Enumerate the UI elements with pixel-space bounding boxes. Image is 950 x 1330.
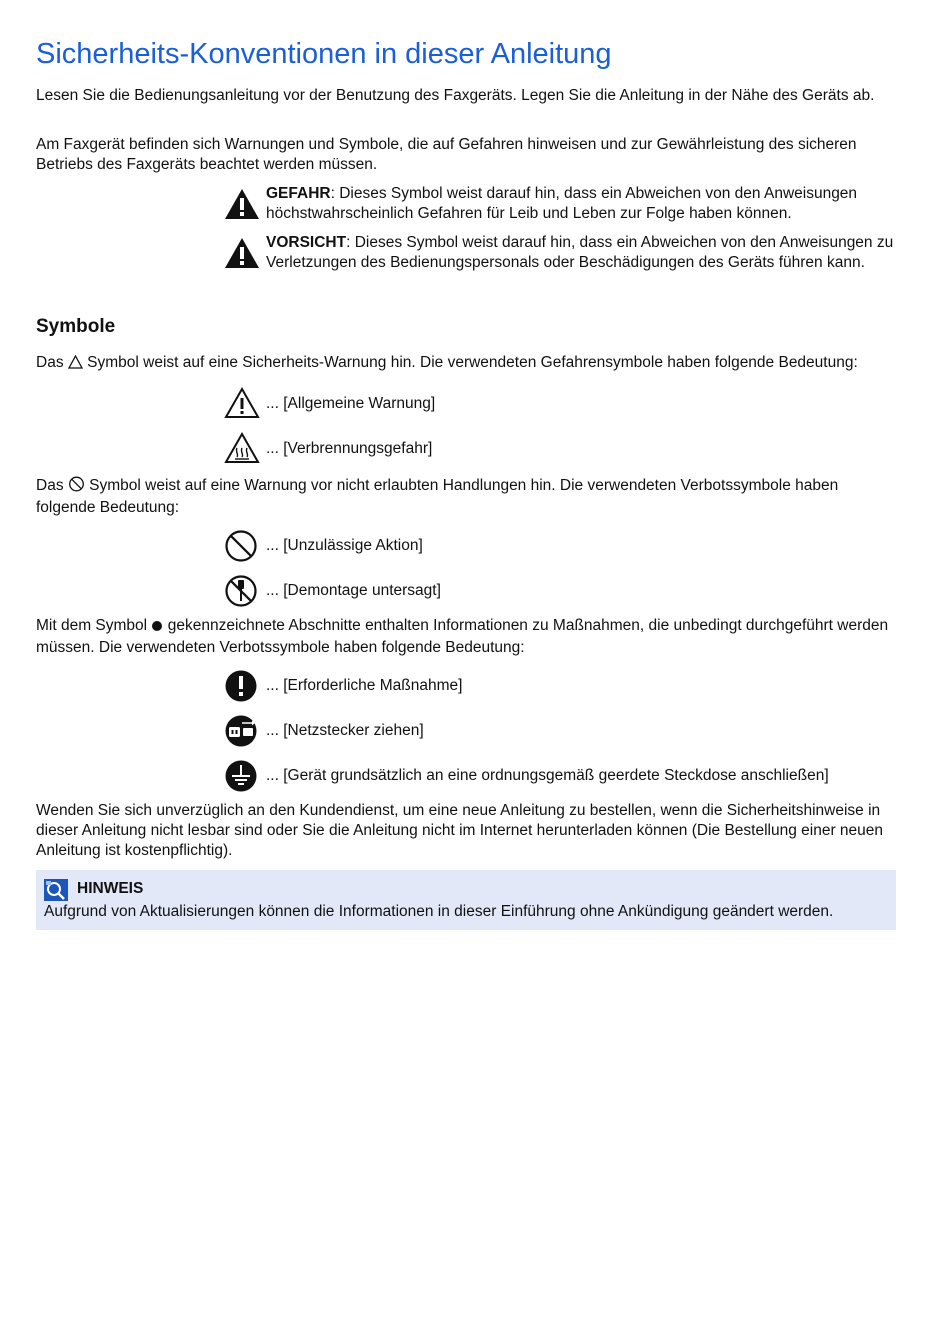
caution-text — [266, 233, 896, 273]
prohibited-action-label: ... [Unzulässige Aktion] — [266, 537, 423, 554]
prohibit-para-start: Das — [36, 477, 68, 494]
prohibited-action-icon — [224, 529, 258, 568]
intro-paragraph-2: Am Faxgerät befinden sich Warnungen und Symbole, die auf Gefahren hinweisen und zur Gewährleistung des sicheren Betriebs des Faxgeräts beachtet werden müssen. — [36, 136, 857, 173]
required-action-icon — [224, 669, 258, 708]
mandatory-para-start: Mit dem Symbol — [36, 617, 152, 634]
danger-text — [266, 184, 896, 224]
prohibition-outline-icon — [68, 476, 85, 498]
mandatory-para-end: gekennzeichnete Abschnitte enthalten Informationen zu Maßnahmen, die unbedingt durchgeführt werden müssen. Die verwendeten Verbotssymbole haben folgende Bedeutung: — [36, 617, 889, 656]
unplug-icon — [224, 714, 258, 753]
prohibition-symbol-paragraph — [36, 476, 896, 518]
note-text: Aufgrund von Aktualisierungen können die Informationen in dieser Einführung ohne Ankündigung geändert werden. — [44, 903, 834, 920]
prohibit-para-end: Symbol weist auf eine Warnung vor nicht erlaubten Handlungen hin. Die verwendeten Verbotssymbole haben folgende Bedeutung: — [36, 477, 839, 516]
caution-description: : Dieses Symbol weist darauf hin, dass ein Abweichen von den Anweisungen zu Verletzungen des Bedienungspersonals oder Beschädigungen des Geräts führen kann. — [266, 234, 894, 271]
triangle-outline-icon — [68, 355, 83, 375]
caution-icon — [224, 237, 260, 275]
danger-label: GEFAHR — [266, 185, 331, 202]
burn-hazard-label: ... [Verbrennungsgefahr] — [266, 440, 433, 457]
burn-hazard-icon — [224, 432, 260, 469]
ground-label: ... [Gerät grundsätzlich an eine ordnungsgemäß geerdete Steckdose anschließen] — [266, 767, 829, 784]
general-warning-icon — [224, 387, 260, 424]
danger-description: : Dieses Symbol weist darauf hin, dass ein Abweichen von den Anweisungen höchstwahrscheinlich Gefahren für Leib und Leben zur Folge haben können. — [266, 185, 858, 222]
triangle-para-end: Symbol weist auf eine Sicherheits-Warnung hin. Die verwendeten Gefahrensymbole haben folgende Bedeutung: — [82, 354, 858, 371]
symbols-heading: Symbole — [36, 316, 116, 337]
page-title: Sicherheits-Konventionen in dieser Anleitung — [36, 38, 612, 70]
ground-icon — [224, 759, 258, 798]
note-icon — [44, 879, 68, 906]
unplug-label: ... [Netzstecker ziehen] — [266, 722, 424, 739]
intro-paragraph-1: Lesen Sie die Bedienungsanleitung vor der Benutzung des Faxgeräts. Legen Sie die Anleitung in der Nähe des Geräts ab. — [36, 87, 875, 104]
general-warning-label: ... [Allgemeine Warnung] — [266, 395, 436, 412]
closing-paragraph: Wenden Sie sich unverzüglich an den Kundendienst, um eine neue Anleitung zu bestellen, wenn die Sicherheitshinweise in dieser Anleitung nicht lesbar sind oder Sie die Anleitung nicht im Internet herunterladen können (Die Bestellung einer neuen Anleitung ist kostenpflichtig). — [36, 802, 884, 859]
danger-icon — [224, 188, 260, 226]
no-disassembly-icon — [224, 574, 258, 613]
triangle-symbol-paragraph — [36, 353, 896, 375]
note-box — [36, 870, 896, 930]
filled-circle-icon — [151, 618, 163, 638]
note-title: HINWEIS — [77, 880, 144, 897]
required-action-label: ... [Erforderliche Maßnahme] — [266, 677, 463, 694]
mandatory-symbol-paragraph — [36, 616, 896, 658]
caution-label: VORSICHT — [266, 234, 347, 251]
no-disassembly-label: ... [Demontage untersagt] — [266, 582, 441, 599]
triangle-para-start: Das — [36, 354, 68, 371]
